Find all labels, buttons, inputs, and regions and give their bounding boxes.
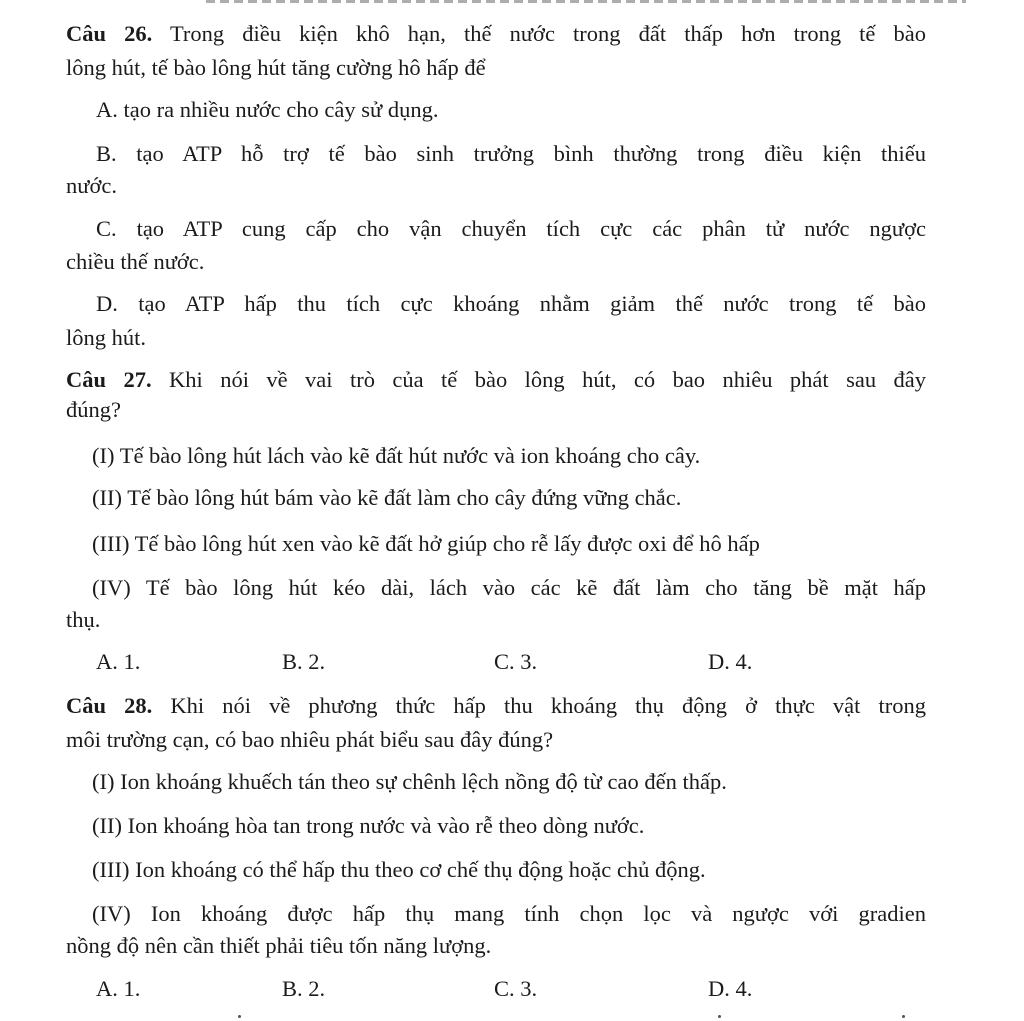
statement-iii: (III) Tế bào lông hút xen vào kẽ đất hở giúp cho rễ lấy được oxi để hô hấp [92,531,760,556]
answer-b: B. 2. [282,976,326,1001]
option-c-line-1: C. tạo ATP cung cấp cho vận chuyển tích cực các phân tử nước ngược [96,216,926,241]
scan-speck [902,1015,905,1018]
answer-d: D. 4. [708,976,753,1001]
option-d-line-1: D. tạo ATP hấp thu tích cực khoáng nhằm giảm thế nước trong tế bào [96,291,926,316]
statement-i: (I) Ion khoáng khuếch tán theo sự chênh lệch nồng độ từ cao đến thấp. [92,769,727,794]
scan-speck [238,1015,241,1018]
option-b-line-1: B. tạo ATP hỗ trợ tế bào sinh trưởng bình thường trong điều kiện thiếu [96,141,926,166]
option-d-line-2: lông hút. [66,325,147,350]
question-number: Câu 28. [66,693,153,718]
answer-b: B. 2. [282,649,326,674]
question-27-stem-line-2: đúng? [66,397,121,422]
question-26-stem-line-2: lông hút, tế bào lông hút tăng cường hô hấp để [66,55,486,80]
answer-a: A. 1. [96,649,141,674]
statement-i: (I) Tế bào lông hút lách vào kẽ đất hút nước và ion khoáng cho cây. [92,443,701,468]
option-b-line-2: nước. [66,173,117,198]
statement-iii: (III) Ion khoáng có thể hấp thu theo cơ chế thụ động hoặc chủ động. [92,857,706,882]
answer-c: C. 3. [494,976,538,1001]
question-26-stem-line-1: Câu 26. Trong điều kiện khô hạn, thế nước trong đất thấp hơn trong tế bào [66,21,927,46]
answer-d: D. 4. [708,649,753,674]
scan-speck [718,1015,721,1018]
statement-iv-line-1: (IV) Tế bào lông hút kéo dài, lách vào các kẽ đất làm cho tăng bề mặt hấp [92,575,926,600]
question-28-stem-line-1: Câu 28. Khi nói về phương thức hấp thu khoáng thụ động ở thực vật trong [66,693,927,718]
question-27-stem-line-1: Câu 27. Khi nói về vai trò của tế bào lông hút, có bao nhiêu phát sau đây [66,367,926,392]
document-page [66,0,926,1021]
answer-a: A. 1. [96,976,141,1001]
option-c-line-2: chiều thế nước. [66,249,205,274]
option-a: A. tạo ra nhiều nước cho cây sử dụng. [96,97,439,122]
question-number: Câu 27. [66,367,152,392]
answer-c: C. 3. [494,649,538,674]
statement-ii: (II) Tế bào lông hút bám vào kẽ đất làm cho cây đứng vững chắc. [92,485,682,510]
question-28-stem-line-2: môi trường cạn, có bao nhiêu phát biểu sau đây đúng? [66,727,554,752]
cropped-previous-line [206,0,966,3]
question-number: Câu 26. [66,21,153,46]
statement-ii: (II) Ion khoáng hòa tan trong nước và vào rễ theo dòng nước. [92,813,645,838]
statement-iv-line-2: nồng độ nên cần thiết phải tiêu tốn năng lượng. [66,933,492,958]
statement-iv-line-1: (IV) Ion khoáng được hấp thụ mang tính chọn lọc và ngược với gradien [92,901,926,926]
statement-iv-line-2: thụ. [66,607,101,632]
